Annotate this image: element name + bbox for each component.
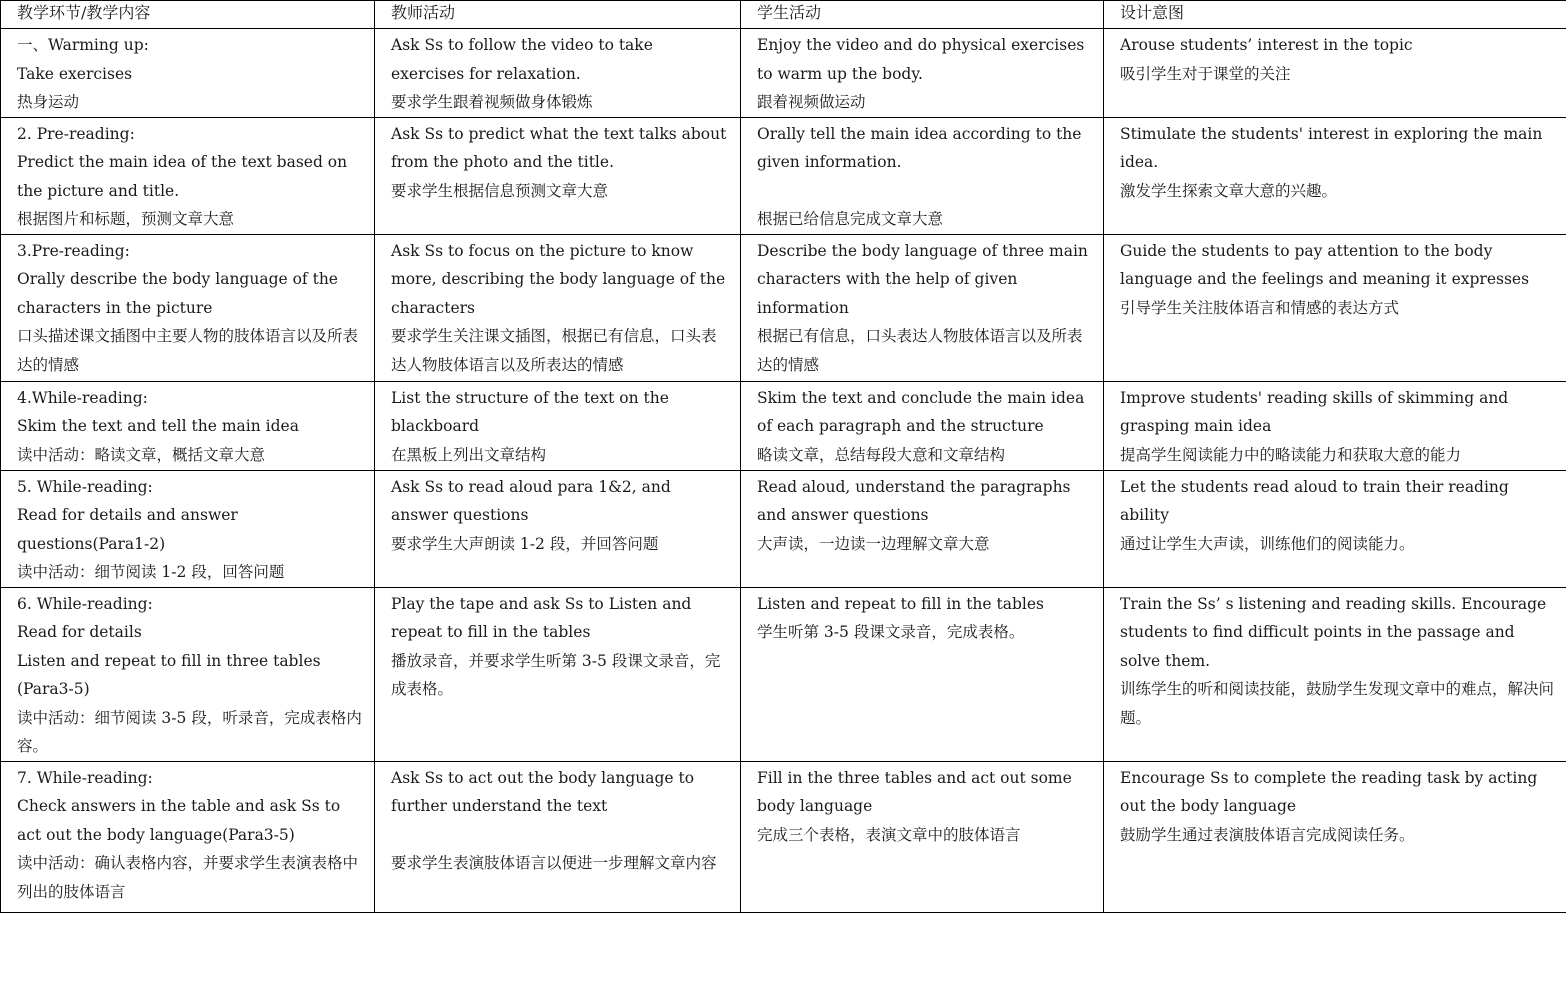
table-row [1, 381, 1566, 470]
teacher-activity-cell [375, 234, 741, 381]
cell-text: 学生听第 3-5 段课文录音，完成表格。 [757, 623, 1025, 641]
cell-text: Ask Ss to focus on the picture to know more, describing the body language of the characters [391, 241, 726, 317]
cell-text: 激发学生探索文章大意的兴趣。 [1120, 181, 1338, 200]
design-intent-cell [1104, 761, 1566, 912]
cell-text: Improve students' reading skills of skimming and grasping main idea [1120, 388, 1509, 435]
design-intent-cell [1104, 381, 1566, 470]
stage-cell [1, 381, 375, 470]
cell-text: 要求学生关注课文插图，根据已有信息，口头表达人物肢体语言以及所表达的情感 [391, 327, 717, 374]
cell-text: 跟着视频做运动 [757, 93, 866, 111]
cell-text: Read aloud, understand the paragraphs and answer questions [757, 477, 1071, 524]
table-row [1, 761, 1566, 912]
cell-text: Train the Ss’ s listening and reading skills. Encourage students to find difficult points in the passage and solve them. [1120, 594, 1547, 670]
cell-text: 大声读，一边读一边理解文章大意 [757, 534, 990, 553]
cell-text: Read for details [17, 623, 142, 641]
student-activity-cell [741, 234, 1104, 381]
teacher-activity-cell [375, 29, 741, 118]
table-body [1, 29, 1566, 913]
cell-text: 根据图片和标题，预测文章大意 [17, 210, 235, 228]
cell-text: Fill in the three tables and act out some body language [757, 768, 1072, 815]
cell-text: Describe the body language of three main characters with the help of given information [757, 241, 1088, 317]
cell-text: 6. While-reading: [17, 594, 153, 613]
header-teacher-activity: 教师活动 [375, 1, 741, 29]
student-activity-cell [741, 29, 1104, 118]
cell-text: Arouse students’ interest in the topic [1120, 36, 1413, 54]
cell-text: 读中活动：细节阅读 1-2 段，回答问题 [17, 563, 285, 581]
cell-text: 略读文章，总结每段大意和文章结构 [757, 445, 1006, 464]
cell-text: Enjoy the video and do physical exercises to warm up the body. [757, 36, 1085, 83]
cell-text: 5. While-reading: [17, 477, 153, 496]
stage-cell [1, 470, 375, 587]
table-row [1, 470, 1566, 587]
cell-text: Skim the text and conclude the main idea of each paragraph and the structure [757, 388, 1085, 435]
cell-text: 要求学生表演肢体语言以便进一步理解文章内容 [391, 854, 717, 872]
teacher-activity-cell [375, 470, 741, 587]
cell-text: Skim the text and tell the main idea [17, 417, 299, 435]
stage-cell [1, 117, 375, 234]
cell-text: 提高学生阅读能力中的略读能力和获取大意的能力 [1120, 445, 1462, 464]
cell-text: Predict the main idea of the text based on the picture and title. [17, 153, 348, 200]
header-stage: 教学环节/教学内容 [1, 1, 375, 29]
cell-text: Stimulate the students' interest in exploring the main idea. [1120, 124, 1543, 171]
table-row [1, 587, 1566, 761]
cell-text [391, 821, 728, 850]
cell-text: 根据已有信息，口头表达人物肢体语言以及所表达的情感 [757, 327, 1083, 374]
cell-text: Check answers in the table and ask Ss to act out the body language(Para3-5) [17, 797, 341, 844]
cell-text: 训练学生的听和阅读技能，鼓励学生发现文章中的难点，解决问题。 [1120, 680, 1555, 727]
design-intent-cell [1104, 234, 1566, 381]
cell-text: Play the tape and ask Ss to Listen and repeat to fill in the tables [391, 594, 692, 641]
cell-text: 7. While-reading: [17, 768, 153, 787]
cell-text: 2. Pre-reading: [17, 124, 135, 143]
cell-text: 读中活动：略读文章，概括文章大意 [17, 445, 266, 464]
design-intent-cell [1104, 470, 1566, 587]
cell-text: Listen and repeat to fill in the tables [757, 594, 1044, 613]
design-intent-cell [1104, 587, 1566, 761]
cell-text: 口头描述课文插图中主要人物的肢体语言以及所表达的情感 [17, 327, 359, 374]
cell-text: 完成三个表格，表演文章中的肢体语言 [757, 825, 1021, 844]
header-student-activity: 学生活动 [741, 1, 1104, 29]
table-row [1, 29, 1566, 118]
student-activity-cell [741, 587, 1104, 761]
teacher-activity-cell [375, 381, 741, 470]
teacher-activity-cell [375, 587, 741, 761]
design-intent-cell [1104, 29, 1566, 118]
cell-text: 热身运动 [17, 93, 80, 111]
teacher-activity-cell [375, 761, 741, 912]
cell-text [757, 177, 1091, 206]
cell-text: Ask Ss to act out the body language to further understand the text [391, 768, 695, 815]
cell-text: Ask Ss to read aloud para 1&2, and answer questions [391, 477, 671, 524]
cell-text: 4.While-reading: [17, 388, 148, 407]
cell-text: Guide the students to pay attention to the body language and the feelings and meaning it expresses [1120, 241, 1530, 288]
cell-text: Orally tell the main idea according to the given information. [757, 124, 1082, 171]
design-intent-cell [1104, 117, 1566, 234]
student-activity-cell [741, 470, 1104, 587]
cell-text: Ask Ss to predict what the text talks about from the photo and the title. [391, 124, 727, 171]
header-design-intent: 设计意图 [1104, 1, 1566, 29]
student-activity-cell [741, 117, 1104, 234]
cell-text: List the structure of the text on the blackboard [391, 388, 669, 435]
student-activity-cell [741, 381, 1104, 470]
cell-text: Orally describe the body language of the characters in the picture [17, 270, 338, 317]
cell-text: 一、Warming up: [17, 36, 149, 54]
cell-text: 鼓励学生通过表演肢体语言完成阅读任务。 [1120, 825, 1415, 844]
cell-text: Read for details and answer questions(Para1-2) [17, 506, 238, 553]
cell-text: Take exercises [17, 64, 133, 83]
teacher-activity-cell [375, 117, 741, 234]
cell-text: 要求学生根据信息预测文章大意 [391, 181, 609, 200]
header-row [1, 1, 1566, 29]
stage-cell [1, 29, 375, 118]
cell-text: 3.Pre-reading: [17, 241, 130, 260]
cell-text: 读中活动：确认表格内容，并要求学生表演表格中列出的肢体语言 [17, 854, 359, 901]
cell-text: 吸引学生对于课堂的关注 [1120, 64, 1291, 83]
cell-text: Listen and repeat to fill in three tables (Para3-5) [17, 651, 321, 698]
table-header [1, 1, 1566, 29]
cell-text: 读中活动：细节阅读 3-5 段，听录音，完成表格内容。 [17, 708, 362, 755]
cell-text: 根据已给信息完成文章大意 [757, 210, 944, 228]
cell-text: Let the students read aloud to train their reading ability [1120, 477, 1509, 524]
cell-text: 在黑板上列出文章结构 [391, 445, 547, 464]
stage-cell [1, 761, 375, 912]
cell-text: Encourage Ss to complete the reading task by acting out the body language [1120, 768, 1538, 815]
stage-cell [1, 234, 375, 381]
cell-text: 要求学生大声朗读 1-2 段，并回答问题 [391, 534, 659, 553]
stage-cell [1, 587, 375, 761]
cell-text: 要求学生跟着视频做身体锻炼 [391, 93, 593, 111]
student-activity-cell [741, 761, 1104, 912]
cell-text: Ask Ss to follow the video to take exercises for relaxation. [391, 36, 653, 83]
table-row [1, 117, 1566, 234]
cell-text: 通过让学生大声读，训练他们的阅读能力。 [1120, 534, 1415, 553]
cell-text: 播放录音，并要求学生听第 3-5 段课文录音，完成表格。 [391, 651, 721, 698]
cell-text: 引导学生关注肢体语言和情感的表达方式 [1120, 298, 1400, 317]
table-row [1, 234, 1566, 381]
